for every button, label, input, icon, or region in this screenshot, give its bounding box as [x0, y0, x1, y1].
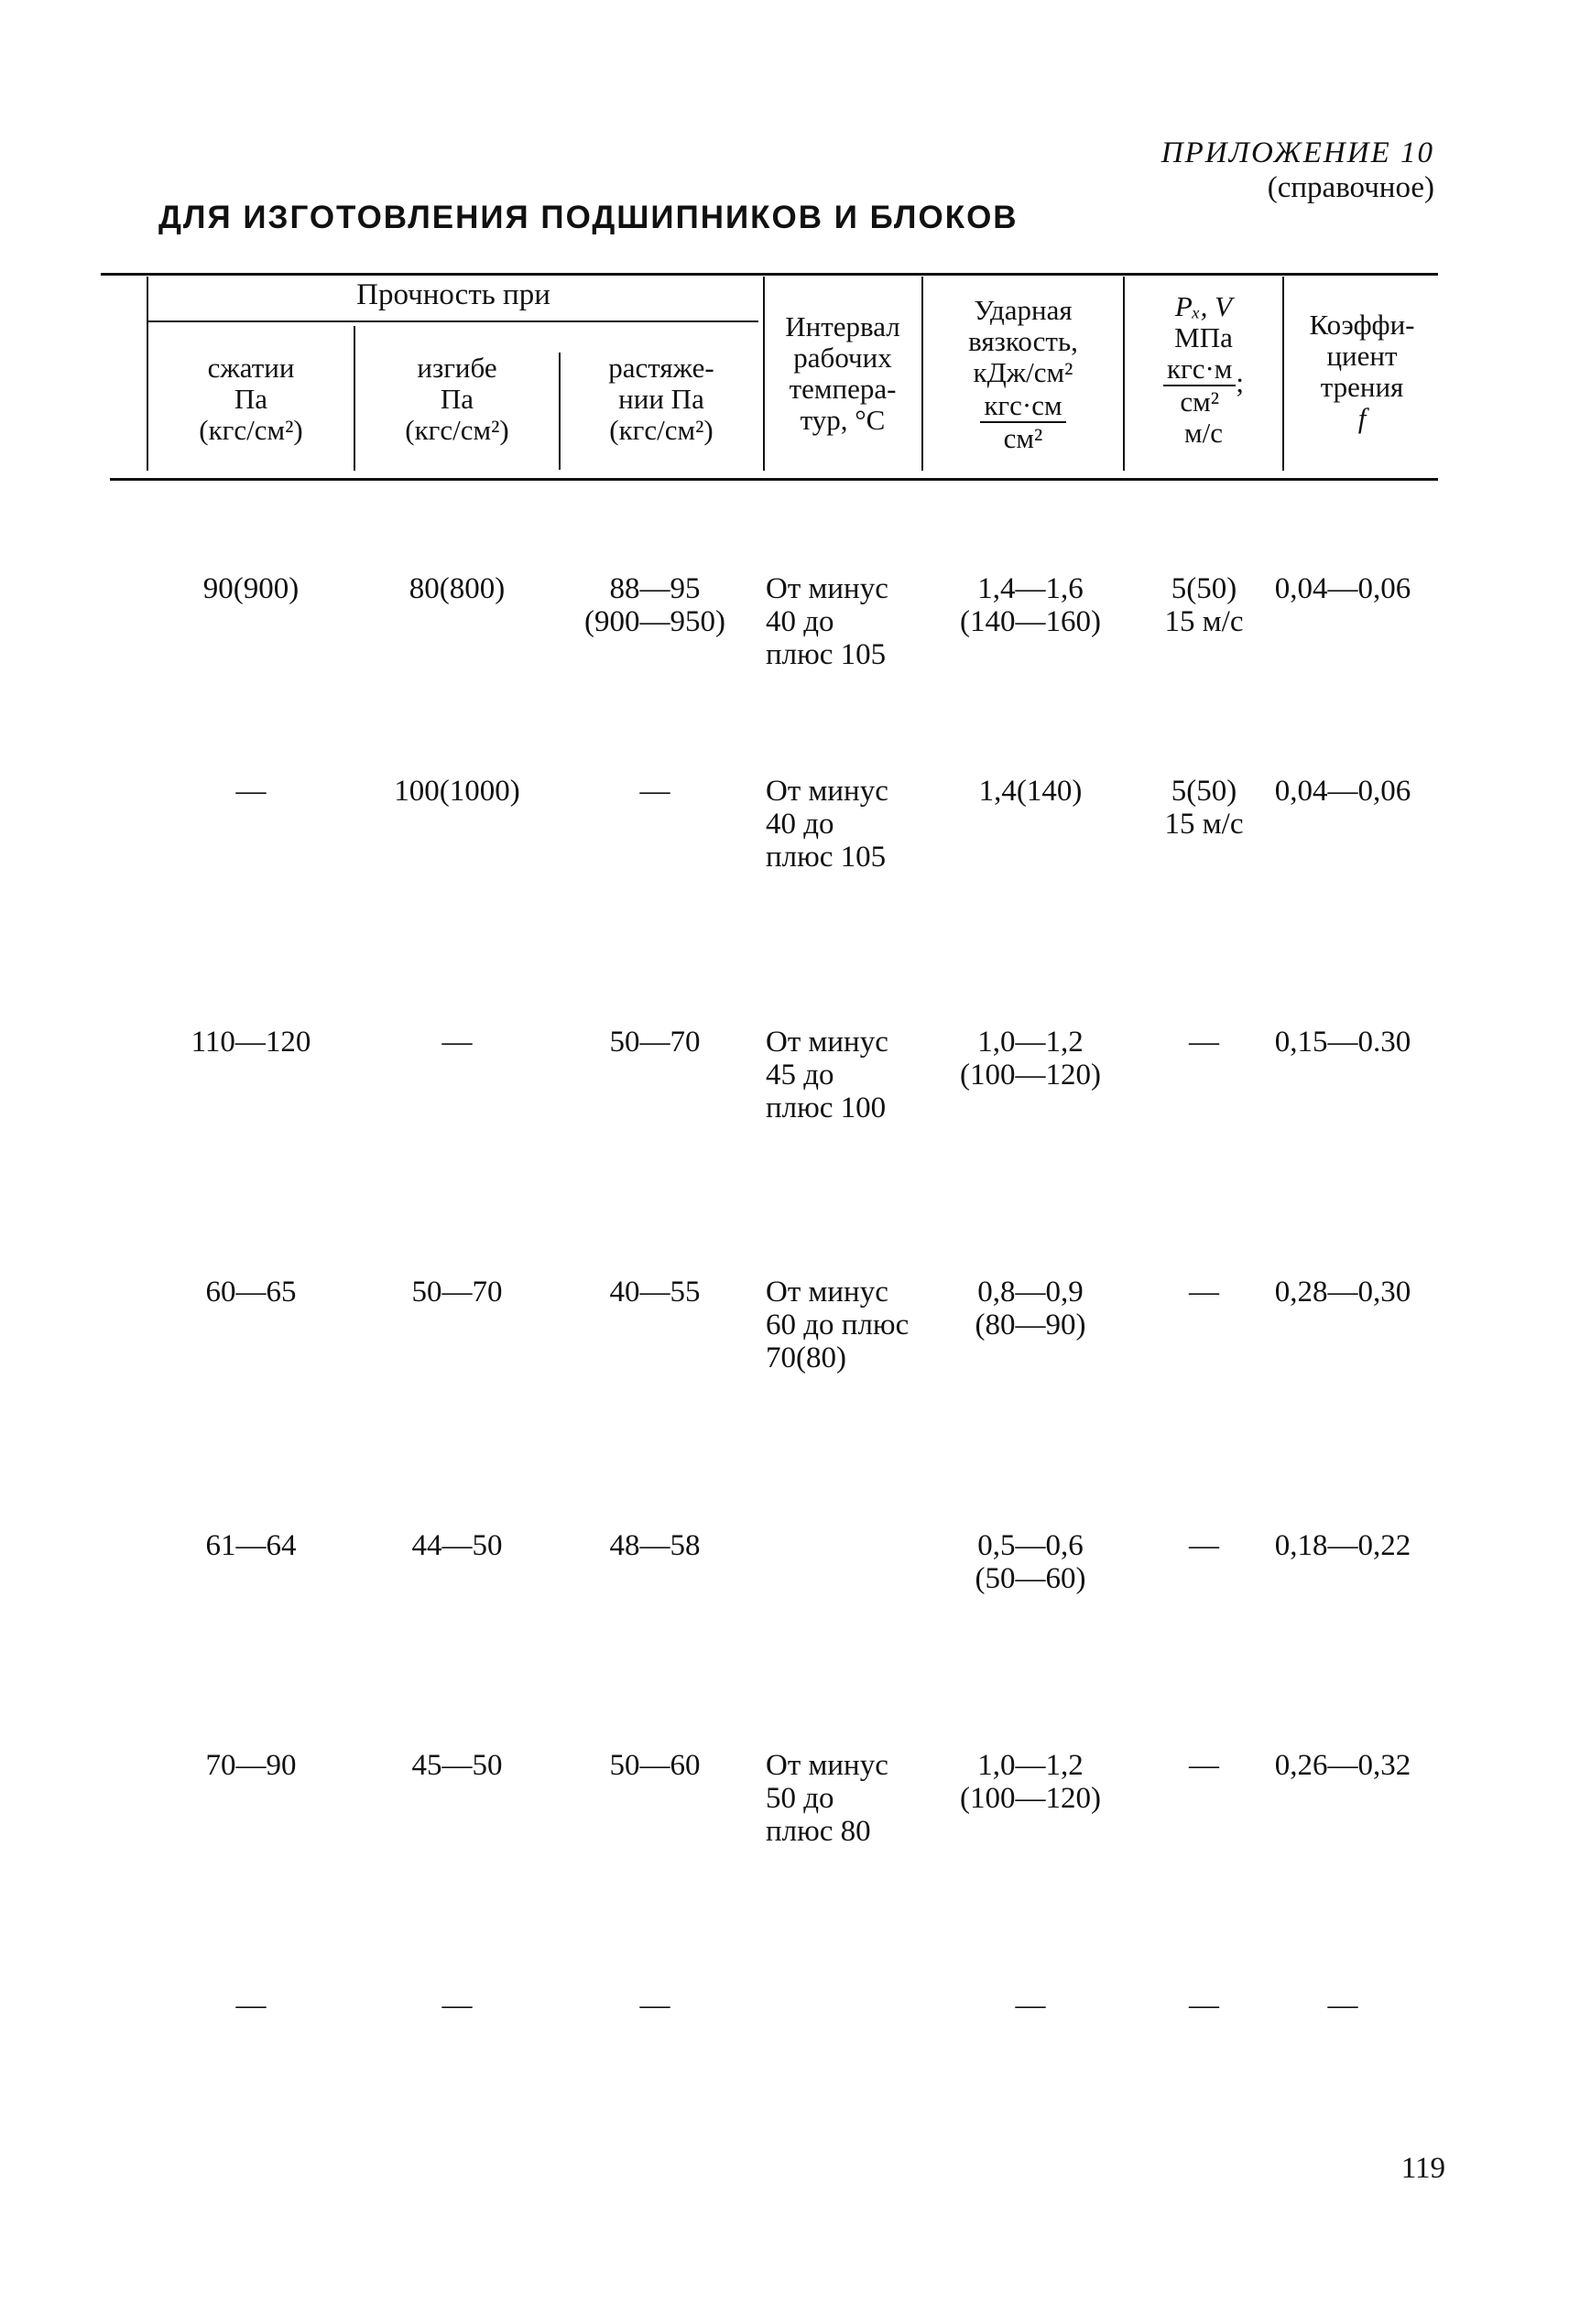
cell-interval — [766, 572, 931, 671]
cell-compression — [151, 1026, 351, 1059]
cell-compression — [151, 1989, 351, 2022]
page-title: ДЛЯ ИЗГОТОВЛЕНИЯ ПОДШИПНИКОВ И БЛОКОВ — [158, 200, 1019, 235]
cell-bending — [357, 1749, 557, 1782]
header-interval-line: темпера- — [789, 373, 897, 405]
cell-line: 0,8—0,9 — [977, 1276, 1084, 1309]
appendix-heading — [1161, 136, 1434, 205]
table-top-rule — [101, 273, 1438, 276]
header-tension-line: нии Па — [618, 383, 704, 415]
cell-compression — [151, 775, 351, 808]
cell-line: От минус — [766, 775, 888, 808]
cell-line: 1,0—1,2 — [977, 1749, 1084, 1782]
cell-line: — — [235, 775, 267, 808]
cell-tension — [550, 1529, 760, 1562]
cell-line: 100(1000) — [394, 775, 520, 808]
cell-line: 50—60 — [609, 1749, 701, 1782]
header-pv-denominator: см² — [1180, 386, 1220, 418]
cell-tension — [550, 1749, 760, 1782]
header-tension — [562, 353, 760, 446]
cell-bending — [357, 1529, 557, 1562]
header-pv-line: м/с — [1184, 417, 1223, 449]
header-impact — [925, 295, 1121, 454]
header-impact-fraction — [980, 390, 1065, 454]
cell-line: 40 до — [766, 808, 834, 841]
cell-line: 50 до — [766, 1782, 834, 1815]
cell-line: — — [1015, 1989, 1046, 2022]
cell-bending — [357, 1989, 557, 2022]
cell-compression — [151, 1276, 351, 1309]
cell-friction — [1251, 1529, 1434, 1562]
cell-line: (140—160) — [960, 605, 1101, 638]
cell-impact — [934, 572, 1127, 638]
cell-impact — [934, 1749, 1127, 1815]
cell-line: 40—55 — [609, 1276, 701, 1309]
cell-interval — [766, 1749, 931, 1848]
cell-line: 45—50 — [411, 1749, 503, 1782]
cell-line: плюс 80 — [766, 1815, 871, 1848]
cell-compression — [151, 572, 351, 605]
header-impact-line: кДж/см² — [973, 356, 1073, 388]
cell-line: От минус — [766, 572, 888, 605]
cell-line: 15 м/с — [1164, 605, 1244, 638]
cell-line: От минус — [766, 1276, 888, 1309]
header-group-strength: Прочность при — [356, 278, 550, 311]
header-pv — [1127, 291, 1280, 449]
header-friction-line: циент — [1326, 340, 1398, 372]
cell-friction — [1251, 572, 1434, 605]
header-compression-line: (кгс/см²) — [199, 414, 303, 446]
cell-line: 40 до — [766, 605, 834, 638]
cell-line: 5(50) — [1171, 572, 1237, 605]
cell-line: 50—70 — [411, 1276, 503, 1309]
header-pv-tail: ; — [1236, 366, 1245, 399]
cell-line: От минус — [766, 1026, 888, 1059]
cell-line: 48—58 — [609, 1529, 701, 1562]
cell-line: 90(900) — [202, 572, 300, 605]
cell-line: (100—120) — [960, 1782, 1101, 1815]
cell-line: 1,4(140) — [978, 775, 1083, 808]
cell-line: — — [235, 1989, 267, 2022]
header-interval-line: Интервал — [785, 310, 900, 342]
cell-bending — [357, 775, 557, 808]
cell-line: 70—90 — [205, 1749, 297, 1782]
cell-line: 0,15—0.30 — [1274, 1026, 1411, 1059]
cell-line: 5(50) — [1171, 775, 1237, 808]
cell-line: 60 до плюс — [766, 1309, 910, 1341]
cell-friction — [1251, 1276, 1434, 1309]
header-rule-3 — [763, 277, 765, 471]
cell-interval — [766, 1026, 931, 1124]
cell-line: — — [441, 1026, 473, 1059]
cell-tension — [550, 775, 760, 808]
header-bending — [357, 353, 557, 446]
cell-tension — [550, 1026, 760, 1059]
header-tension-line: (кгс/см²) — [609, 414, 714, 446]
cell-tension — [550, 1276, 760, 1309]
header-pv-line: Pₓ, V — [1174, 290, 1233, 322]
header-compression-line: Па — [234, 383, 268, 415]
cell-tension — [550, 572, 760, 638]
cell-tension — [550, 1989, 760, 2022]
header-friction — [1286, 310, 1438, 434]
header-friction-line: трения — [1320, 371, 1404, 403]
cell-line: 50—70 — [609, 1026, 701, 1059]
cell-line: 80(800) — [409, 572, 506, 605]
cell-compression — [151, 1529, 351, 1562]
cell-impact — [934, 1026, 1127, 1091]
cell-line: 0,5—0,6 — [977, 1529, 1084, 1562]
cell-line: — — [639, 775, 670, 808]
header-impact-line: вязкость, — [968, 325, 1078, 357]
cell-impact — [934, 1276, 1127, 1341]
group-underline — [148, 320, 758, 322]
cell-line: плюс 100 — [766, 1091, 887, 1124]
cell-line: — — [1189, 1749, 1219, 1782]
cell-line: — — [1189, 1989, 1219, 2022]
header-bending-line: Па — [440, 383, 474, 415]
header-pv-fraction — [1163, 353, 1236, 418]
header-impact-denominator: см² — [1003, 422, 1043, 454]
cell-friction — [1251, 1989, 1434, 2022]
cell-friction — [1251, 775, 1434, 808]
header-interval — [766, 311, 920, 436]
cell-line: (50—60) — [975, 1562, 1086, 1595]
cell-line: — — [1327, 1989, 1358, 2022]
header-rule-5 — [1123, 277, 1125, 471]
cell-line: — — [1189, 1276, 1219, 1309]
cell-line: — — [1189, 1529, 1219, 1562]
header-friction-line: f — [1357, 402, 1367, 434]
header-rule-1 — [354, 326, 355, 471]
header-bending-line: изгибе — [417, 352, 497, 384]
cell-impact — [934, 1989, 1127, 2022]
cell-line: (80—90) — [975, 1309, 1086, 1341]
cell-line: 1,0—1,2 — [977, 1026, 1084, 1059]
cell-line: 110—120 — [191, 1026, 311, 1059]
header-tension-line: растяже- — [608, 352, 714, 384]
cell-line: плюс 105 — [766, 638, 887, 671]
cell-bending — [357, 1276, 557, 1309]
cell-line: 1,4—1,6 — [977, 572, 1084, 605]
header-rule-6 — [1282, 277, 1284, 471]
cell-line: (100—120) — [960, 1059, 1101, 1091]
cell-impact — [934, 1529, 1127, 1595]
cell-line: 0,18—0,22 — [1274, 1529, 1411, 1562]
table-header-bottom-rule — [110, 478, 1438, 481]
header-compression — [151, 353, 351, 446]
appendix-subtitle: (справочное) — [1267, 171, 1434, 204]
cell-line: — — [1189, 1026, 1219, 1059]
cell-line: 0,04—0,06 — [1274, 775, 1411, 808]
header-impact-numerator: кгс·см — [980, 390, 1065, 423]
header-pv-numerator: кгс·м — [1163, 353, 1236, 386]
cell-line: 0,26—0,32 — [1274, 1749, 1411, 1782]
cell-line: 44—50 — [411, 1529, 503, 1562]
cell-interval — [766, 775, 931, 874]
cell-friction — [1251, 1026, 1434, 1059]
header-friction-line: Коэффи- — [1309, 309, 1415, 341]
cell-impact — [934, 775, 1127, 808]
cell-line: плюс 105 — [766, 841, 887, 874]
header-interval-line: тур, °С — [800, 404, 886, 436]
cell-line: 45 до — [766, 1059, 834, 1091]
cell-bending — [357, 1026, 557, 1059]
cell-line: От минус — [766, 1749, 888, 1782]
cell-line: 0,28—0,30 — [1274, 1276, 1411, 1309]
header-bending-line: (кгс/см²) — [405, 414, 509, 446]
cell-line: (900—950) — [584, 605, 725, 638]
header-rule-2 — [559, 353, 561, 470]
cell-interval — [766, 1276, 931, 1374]
cell-line: — — [639, 1989, 670, 2022]
header-rule-4 — [921, 277, 923, 471]
header-pv-line: МПа — [1174, 321, 1233, 353]
cell-bending — [357, 572, 557, 605]
header-interval-line: рабочих — [793, 342, 892, 374]
header-compression-line: сжатии — [207, 352, 295, 384]
cell-line: 88—95 — [609, 572, 701, 605]
cell-line: 15 м/с — [1164, 808, 1244, 841]
cell-line: 60—65 — [205, 1276, 297, 1309]
cell-line: 70(80) — [766, 1341, 846, 1374]
cell-friction — [1251, 1749, 1434, 1782]
cell-line: 0,04—0,06 — [1274, 572, 1411, 605]
appendix-title: ПРИЛОЖЕНИЕ 10 — [1160, 136, 1434, 169]
cell-line: — — [441, 1989, 473, 2022]
cell-compression — [151, 1749, 351, 1782]
page-number: 119 — [1400, 2152, 1445, 2185]
header-impact-line: Ударная — [974, 294, 1073, 326]
cell-line: 61—64 — [205, 1529, 297, 1562]
